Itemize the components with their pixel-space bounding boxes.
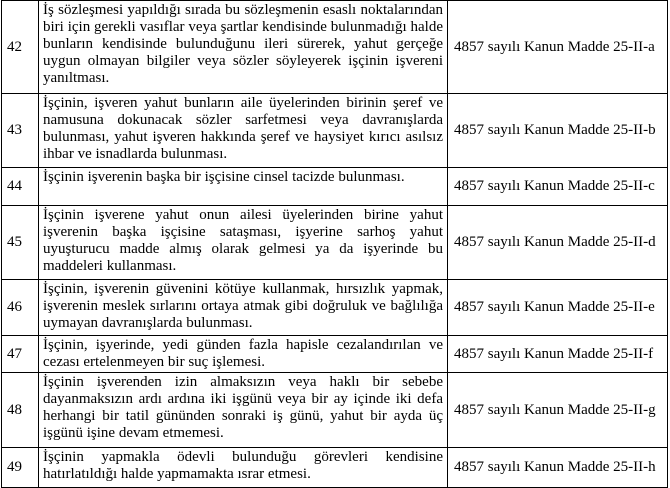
row-number: 46 [2,280,39,336]
table-row [2,280,668,336]
row-law-reference: 4857 sayılı Kanun Madde 25-II-g [448,373,668,448]
dismissal-grounds-table [1,0,668,488]
row-law-reference: 4857 sayılı Kanun Madde 25-II-c [448,168,668,206]
row-number: 44 [2,168,39,206]
table-row [2,373,668,448]
row-law-reference: 4857 sayılı Kanun Madde 25-II-h [448,448,668,488]
row-number: 43 [2,94,39,168]
row-law-reference: 4857 sayılı Kanun Madde 25-II-a [448,1,668,94]
row-description: İşçinin işverene yahut onun ailesi üyelerinden birine yahut işverenin başka işçisine sataşması, işyerine sarhoş yahut uyuşturucu madde almış olarak gelmesi ya da işyerinde bu maddeleri kullanması. [39,206,448,280]
row-description: İşçinin işverenin başka bir işçisine cinsel tacizde bulunması. [39,168,448,206]
row-description: İşçinin, işyerinde, yedi günden fazla hapisle cezalandırılan ve cezası ertelenmeyen bir suç işlemesi. [39,336,448,373]
row-description: İşçinin, işveren yahut bunların aile üyelerinden birinin şeref ve namusuna dokunacak sözler sarfetmesi veya davranışlarda bulunması, yahut işveren hakkında şeref ve haysiyet kırıcı asılsız ihbar ve isnadlarda bulunması. [39,94,448,168]
row-description: İşçinin işverenden izin almaksızın veya haklı bir sebebe dayanmaksızın ardı ardına iki işgünü veya bir ay içinde iki defa herhangi bir tatil gününden sonraki iş günü, yahut bir ayda üç işgünü işine devam etmemesi. [39,373,448,448]
row-number: 48 [2,373,39,448]
row-law-reference: 4857 sayılı Kanun Madde 25-II-e [448,280,668,336]
row-description: İş sözleşmesi yapıldığı sırada bu sözleşmenin esaslı noktalarından biri için gerekli vasıflar veya şartlar kendisinde bulunmadığı halde bunların kendisinde bulunduğunu ileri sürerek, yahut gerçeğe uygun olmayan bilgiler veya sözler söyleyerek işçinin işvereni yanıltması. [39,1,448,94]
table-row [2,168,668,206]
row-law-reference: 4857 sayılı Kanun Madde 25-II-f [448,336,668,373]
table-row [2,336,668,373]
row-description: İşçinin, işverenin güvenini kötüye kullanmak, hırsızlık yapmak, işverenin meslek sırlarını ortaya atmak gibi doğruluk ve bağlılığa uymayan davranışlarda bulunması. [39,280,448,336]
row-number: 42 [2,1,39,94]
row-number: 47 [2,336,39,373]
table-row [2,94,668,168]
row-law-reference: 4857 sayılı Kanun Madde 25-II-d [448,206,668,280]
row-description: İşçinin yapmakla ödevli bulunduğu görevleri kendisine hatırlatıldığı halde yapmamakta ısrar etmesi. [39,448,448,488]
table-row [2,1,668,94]
table-row [2,206,668,280]
row-number: 49 [2,448,39,488]
row-law-reference: 4857 sayılı Kanun Madde 25-II-b [448,94,668,168]
row-number: 45 [2,206,39,280]
